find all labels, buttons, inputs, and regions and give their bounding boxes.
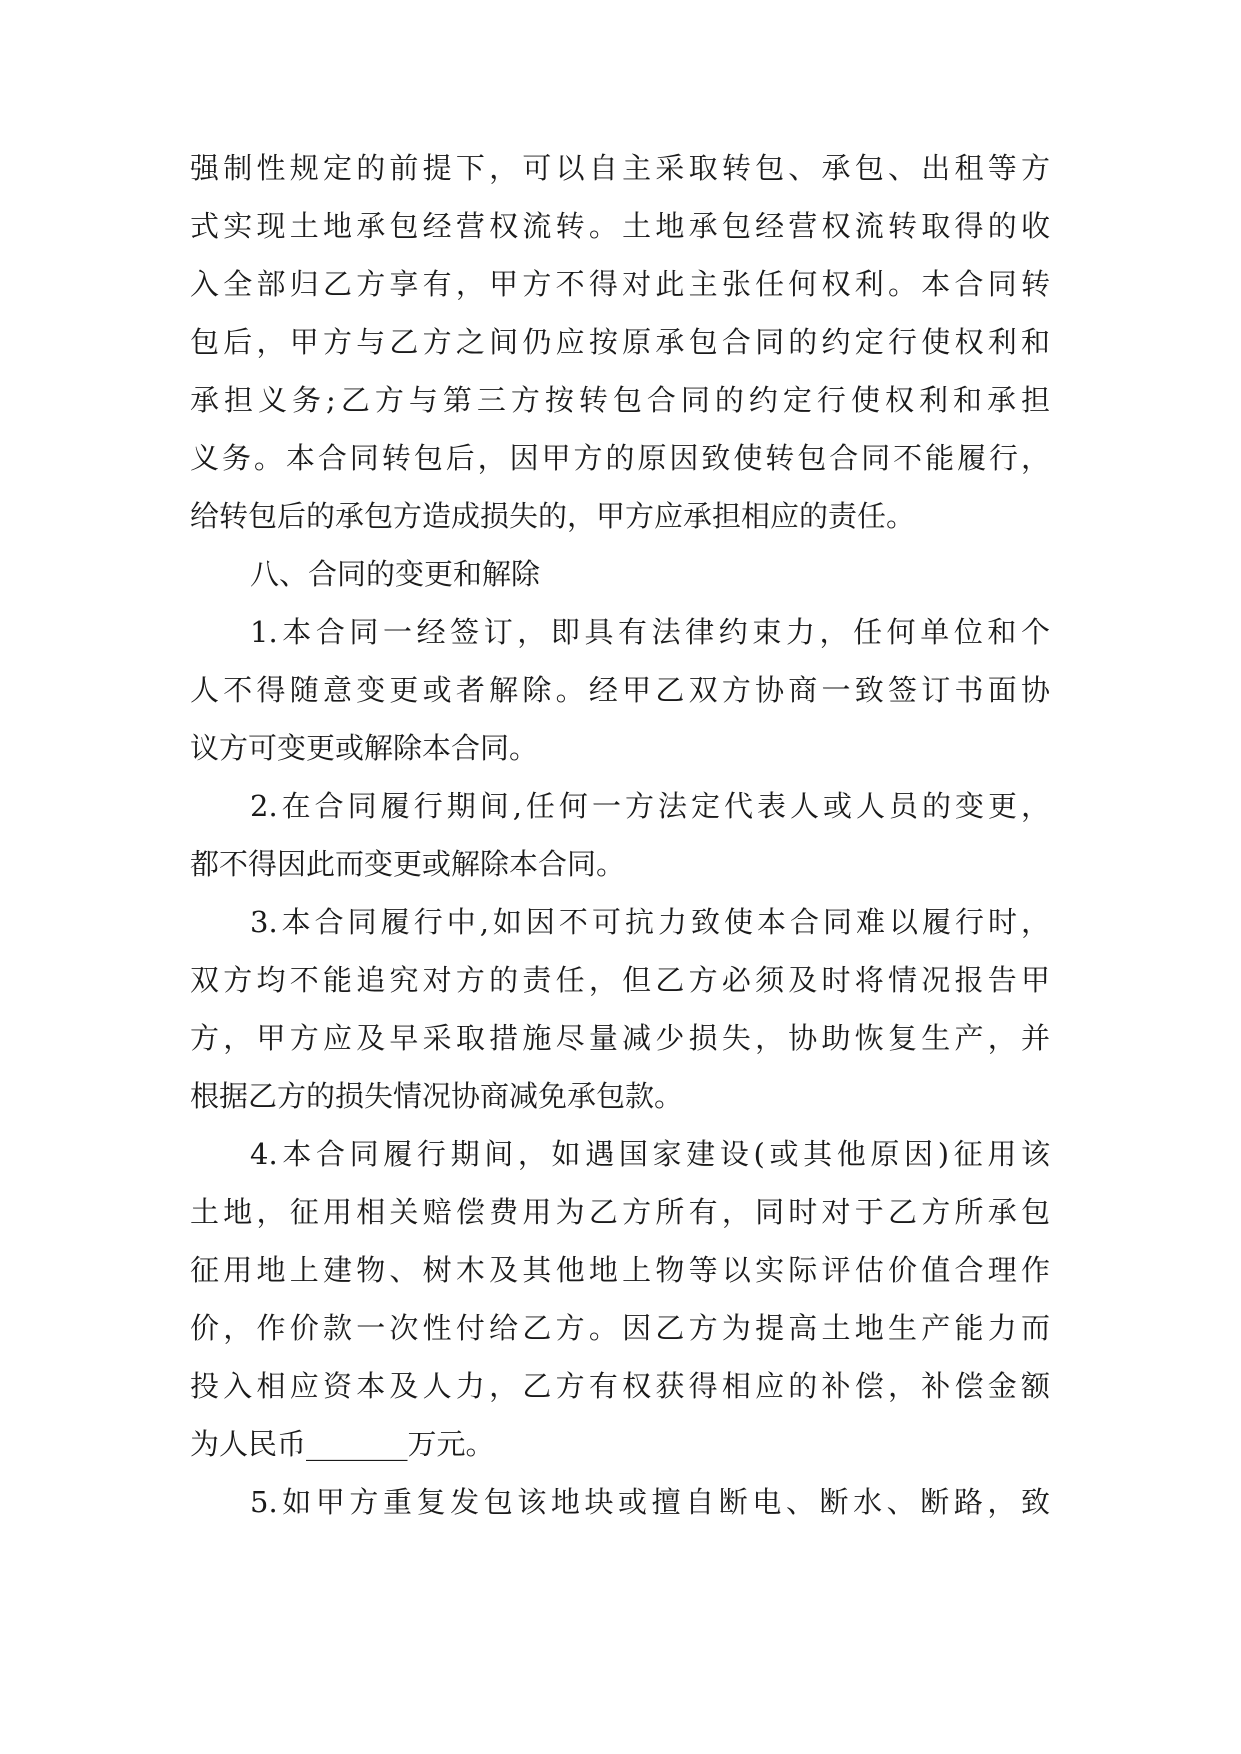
body-text-line: 包后，甲方与乙方之间仍应按原承包合同的约定行使权利和	[190, 325, 1050, 359]
body-text-line: 征用地上建物、树木及其他地上物等以实际评估价值合理作	[190, 1253, 1050, 1287]
body-text-line: 价，作价款一次性付给乙方。因乙方为提高土地生产能力而	[190, 1311, 1050, 1345]
body-text-line: 式实现土地承包经营权流转。土地承包经营权流转取得的收	[190, 209, 1050, 243]
body-text-line: 人不得随意变更或者解除。经甲乙双方协商一致签订书面协	[190, 673, 1050, 707]
clause-5-first-line: 5.如甲方重复发包该地块或擅自断电、断水、断路，致	[250, 1485, 1050, 1519]
body-text-line: 都不得因此而变更或解除本合同。	[190, 847, 626, 881]
body-text-line: 根据乙方的损失情况协商减免承包款。	[190, 1079, 684, 1113]
clause-2-first-line: 2.在合同履行期间,任何一方法定代表人或人员的变更，	[250, 789, 1050, 823]
body-text-line: 为人民币_______万元。	[190, 1427, 495, 1461]
body-text-line: 强制性规定的前提下，可以自主采取转包、承包、出租等方	[190, 151, 1050, 185]
body-text-line: 投入相应资本及人力，乙方有权获得相应的补偿，补偿金额	[190, 1369, 1050, 1403]
body-text-line: 承担义务;乙方与第三方按转包合同的约定行使权利和承担	[190, 383, 1050, 417]
clause-4-first-line: 4.本合同履行期间，如遇国家建设(或其他原因)征用该	[250, 1137, 1050, 1171]
clause-3-first-line: 3.本合同履行中,如因不可抗力致使本合同难以履行时，	[250, 905, 1050, 939]
body-text-line: 给转包后的承包方造成损失的，甲方应承担相应的责任。	[190, 499, 916, 533]
body-text-line: 议方可变更或解除本合同。	[190, 731, 539, 765]
body-text-line: 土地，征用相关赔偿费用为乙方所有，同时对于乙方所承包	[190, 1195, 1050, 1229]
body-text-line: 双方均不能追究对方的责任，但乙方必须及时将情况报告甲	[190, 963, 1050, 997]
body-text-line: 义务。本合同转包后，因甲方的原因致使转包合同不能履行，	[190, 441, 1050, 475]
clause-1-first-line: 1.本合同一经签订，即具有法律约束力，任何单位和个	[250, 615, 1050, 649]
body-text-line: 方，甲方应及早采取措施尽量减少损失，协助恢复生产，并	[190, 1021, 1050, 1055]
section-heading: 八、合同的变更和解除	[250, 557, 541, 591]
body-text-line: 入全部归乙方享有，甲方不得对此主张任何权利。本合同转	[190, 267, 1050, 301]
